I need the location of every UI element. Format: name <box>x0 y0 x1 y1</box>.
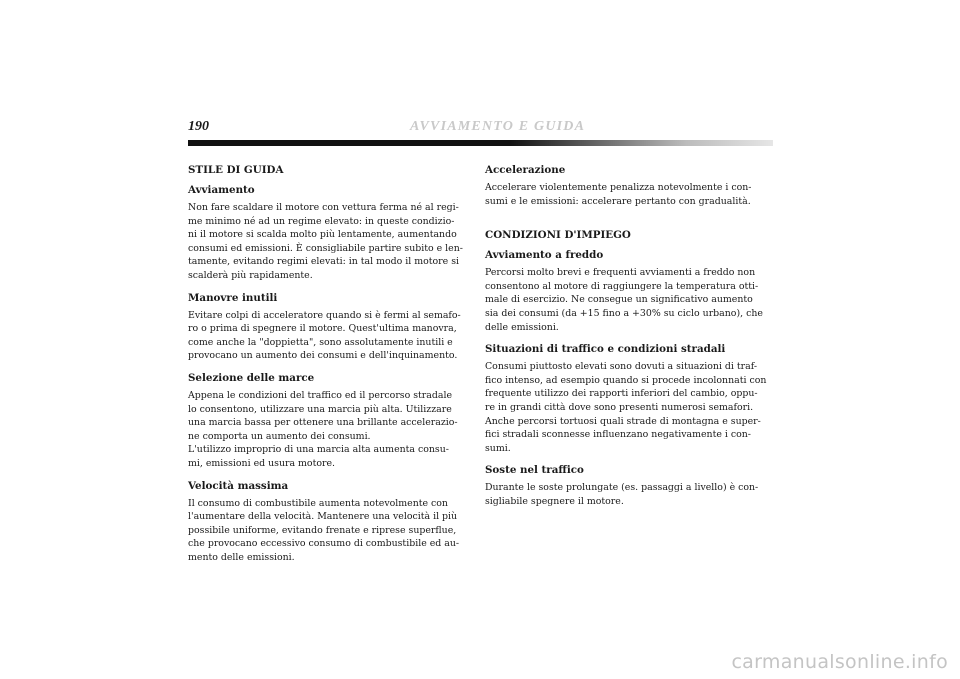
section-avviamento <box>188 184 478 283</box>
section-heading: Accelerazione <box>485 164 566 176</box>
section-heading: Soste nel traffico <box>485 464 584 477</box>
section-heading: Situazioni di traffico e condizioni stradali <box>485 343 726 356</box>
section-heading: Avviamento <box>188 184 255 196</box>
spacer <box>485 217 775 229</box>
section-soste-traffico <box>485 464 775 508</box>
section-text: Accelerare violentemente penalizza notevolmente i con- sumi e le emissioni: accelerare pertanto con gradualità. <box>485 182 752 207</box>
section-text: Percorsi molto brevi e frequenti avviamenti a freddo non consentono al motore di raggiungere la temperatura otti- male di esercizio. Ne consegue un significativo aumento sia dei consumi (da +15 fino a +30% su ciclo urbano), che delle emissioni. <box>485 267 763 333</box>
section-text: Non fare scaldare il motore con vettura ferma né al regi- me minimo né ad un regime elevato: in queste condizio- ni il motore si scalda molto più lentamente, aumentando consumi ed emissioni. È consigliabile partire subito e len- tamente, evitando regimi elevati: in tal modo il motore si scalderà più rapidamente. <box>188 202 463 281</box>
right-column <box>485 164 775 518</box>
section-traffico-condizioni <box>485 343 775 455</box>
section-velocita-massima <box>188 480 478 565</box>
section-text: Consumi piuttosto elevati sono dovuti a situazioni di traf- fico intenso, ad esempio quando si procede incolonnati con frequente utilizzo dei rapporti inferiori del cambio, oppu- re in grandi città dove sono presenti numerosi semafori. Anche percorsi tortuosi quali strade di montagna e super- fici stradali sconnesse influenzano negativamente i con- sumi. <box>485 361 767 454</box>
section-text: Appena le condizioni del traffico ed il percorso stradale lo consentono, utilizzare una marcia più alta. Utilizzare una marcia bassa per ottenere una brillante accelerazio- ne comporta un aumento dei consumi. L'utilizzo improprio di una marcia alta aumenta consu- mi, emissioni ed usura motore. <box>188 389 458 469</box>
left-column <box>188 164 478 573</box>
section-heading: Velocità massima <box>188 479 289 492</box>
section-avviamento-freddo <box>485 249 775 334</box>
section-selezione-marce <box>188 372 478 471</box>
section-title: AVVIAMENTO E GUIDA <box>410 119 586 134</box>
section-text: Il consumo di combustibile aumenta notevolmente con l'aumentare della velocità. Mantenere una velocità il più possibile uniforme, evitando frenate e riprese superflue, che provocano eccessivo consumo di combustibile ed au- mento delle emissioni. <box>188 497 460 563</box>
main-heading-driving-style: STILE DI GUIDA <box>188 164 284 176</box>
section-manovre-inutili <box>188 292 478 363</box>
section-text: Durante le soste prolungate (es. passaggi a livello) è con- sigliabile spegnere il motore. <box>485 482 759 507</box>
header-rule <box>188 140 773 146</box>
section-heading: Manovre inutili <box>188 291 278 304</box>
main-heading-usage-conditions: CONDIZIONI D'IMPIEGO <box>485 229 631 242</box>
section-heading: Avviamento a freddo <box>485 249 604 262</box>
section-accelerazione <box>485 164 775 208</box>
watermark: carmanualsonline.info <box>731 651 948 673</box>
page-number: 190 <box>188 119 209 134</box>
section-heading: Selezione delle marce <box>188 371 315 384</box>
section-text: Evitare colpi di acceleratore quando si è fermi al semafo- ro o prima di spegnere il motore. Quest'ultima manovra, come anche la "doppietta", sono assolutamente inutili e provocano un aumento dei consumi e dell'inquinamento. <box>188 309 461 362</box>
